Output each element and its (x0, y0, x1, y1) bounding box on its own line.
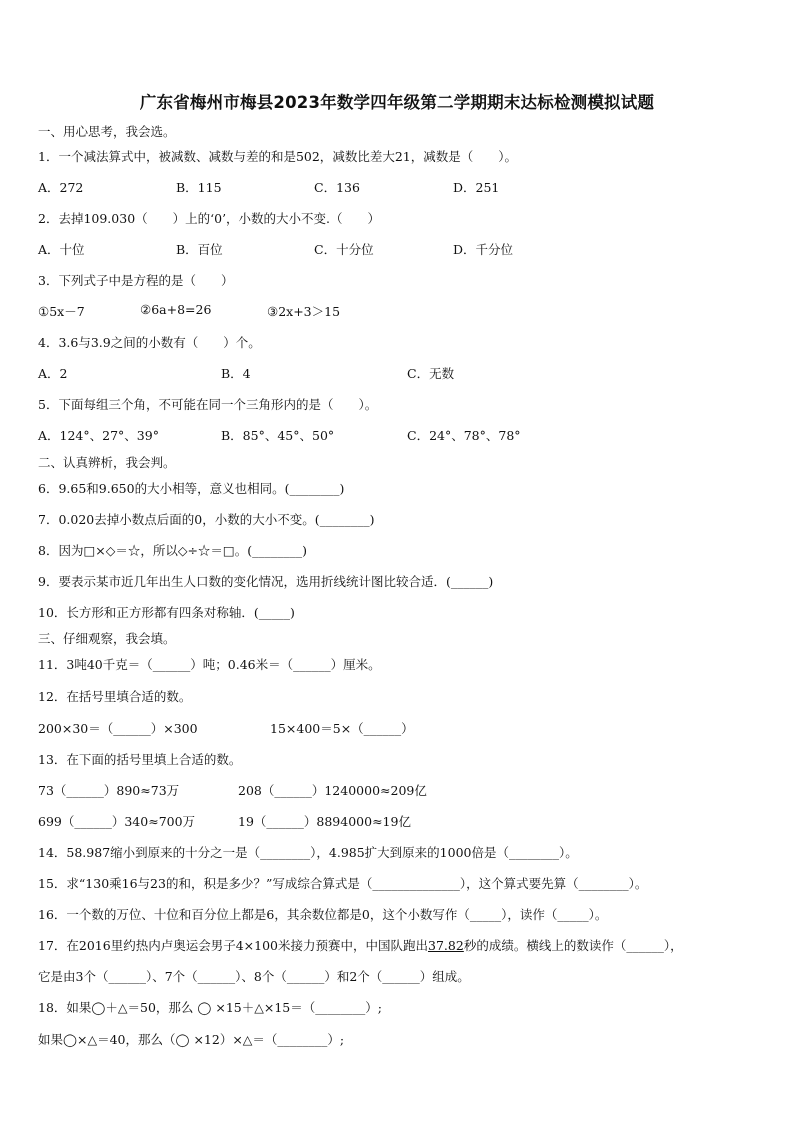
page-title: 广东省梅州市梅县2023年数学四年级第二学期期末达标检测模拟试题 (139, 93, 655, 112)
q5-option-a: A．124°、27°、39° (38, 428, 159, 443)
question-16: 16．一个数的万位、十位和百分位上都是6，其余数位都是0，这个小数写作（_____），读作（_____）。 (38, 907, 608, 922)
q2-option-c: C．十分位 (314, 242, 374, 257)
question-18-b: 如果◯×△＝40，那么（◯ ×12）×△＝（________）; (38, 1032, 345, 1047)
q5-option-c: C．24°、78°、78° (407, 428, 521, 443)
q12-item-a: 200×30＝（______）×300 (38, 721, 198, 736)
q1-option-b: B．115 (176, 180, 222, 195)
question-1: 1．一个减法算式中，被减数、减数与差的和是502，减数比差大21，减数是（ ）。 (38, 149, 517, 164)
q4-option-b: B．4 (221, 366, 251, 381)
question-7: 7．0.020去掉小数点后面的0，小数的大小不变。(________) (38, 512, 375, 527)
q17-text-before: 17．在2016里约热内卢奥运会男子4×100米接力预赛中，中国队跑出 (38, 938, 429, 953)
section-heading-judge: 二、认真辨析，我会判。 (38, 455, 176, 470)
q12-item-b: 15×400＝5×（______） (270, 721, 414, 736)
question-14: 14．58.987缩小到原来的十分之一是（________），4.985扩大到原来的1000倍是（________）。 (38, 845, 578, 860)
question-4: 4．3.6与3.9之间的小数有（ ）个。 (38, 335, 261, 350)
question-5: 5．下面每组三个角，不可能在同一个三角形内的是（ ）。 (38, 397, 378, 412)
q3-option-1: ①5x－7 (38, 304, 85, 319)
q17-underlined-number: 37.82 (428, 938, 464, 953)
question-6: 6．9.65和9.650的大小相等，意义也相同。(________) (38, 481, 345, 496)
q13-item-a: 73（______）890≈73万 (38, 783, 180, 798)
question-17-line-2: 它是由3个（______）、7个（______）、8个（______）和2个（______）组成。 (38, 969, 470, 984)
q13-item-c: 699（______）340≈700万 (38, 814, 196, 829)
section-heading-fill: 三、仔细观察，我会填。 (38, 631, 176, 646)
q2-option-a: A．十位 (38, 242, 85, 257)
question-12: 12．在括号里填合适的数。 (38, 689, 192, 704)
question-13: 13．在下面的括号里填上合适的数。 (38, 752, 242, 767)
question-10: 10．长方形和正方形都有四条对称轴．(_____) (38, 605, 295, 620)
question-9: 9．要表示某市近几年出生人口数的变化情况，选用折线统计图比较合适．(______) (38, 574, 494, 589)
q3-option-3: ③2x+3＞15 (267, 304, 341, 319)
q13-item-d: 19（______）8894000≈19亿 (238, 814, 411, 829)
q5-option-b: B．85°、45°、50° (221, 428, 335, 443)
question-8: 8．因为□×◇＝☆，所以◇÷☆＝□。(________) (38, 543, 308, 558)
q4-option-a: A．2 (38, 366, 68, 381)
q13-item-b: 208（______）1240000≈209亿 (238, 783, 427, 798)
q17-text-after: 秒的成绩。横线上的数读作（______）， (463, 938, 683, 953)
question-15: 15．求“130乘16与23的和，积是多少？”写成综合算式是（______________），这个算式要先算（________）。 (38, 876, 648, 891)
q2-option-d: D．千分位 (453, 242, 514, 257)
question-2: 2．去掉109.030（ ）上的‘0’，小数的大小不变.（ ） (38, 211, 381, 226)
q1-option-a: A．272 (38, 180, 84, 195)
question-11: 11．3吨40千克＝（______）吨；0.46米＝（______）厘米。 (38, 657, 381, 672)
q3-option-2: ②6a+8=26 (140, 302, 212, 317)
section-heading-choice: 一、用心思考，我会选。 (38, 124, 176, 139)
q2-option-b: B．百位 (176, 242, 223, 257)
question-3: 3．下列式子中是方程的是（ ） (38, 273, 234, 288)
question-18-a: 18．如果◯＋△＝50，那么 ◯ ×15＋△×15＝（________）; (38, 1000, 382, 1015)
q4-option-c: C．无数 (407, 366, 455, 381)
q1-option-d: D．251 (453, 180, 500, 195)
question-17 (38, 936, 683, 954)
q1-option-c: C．136 (314, 180, 360, 195)
